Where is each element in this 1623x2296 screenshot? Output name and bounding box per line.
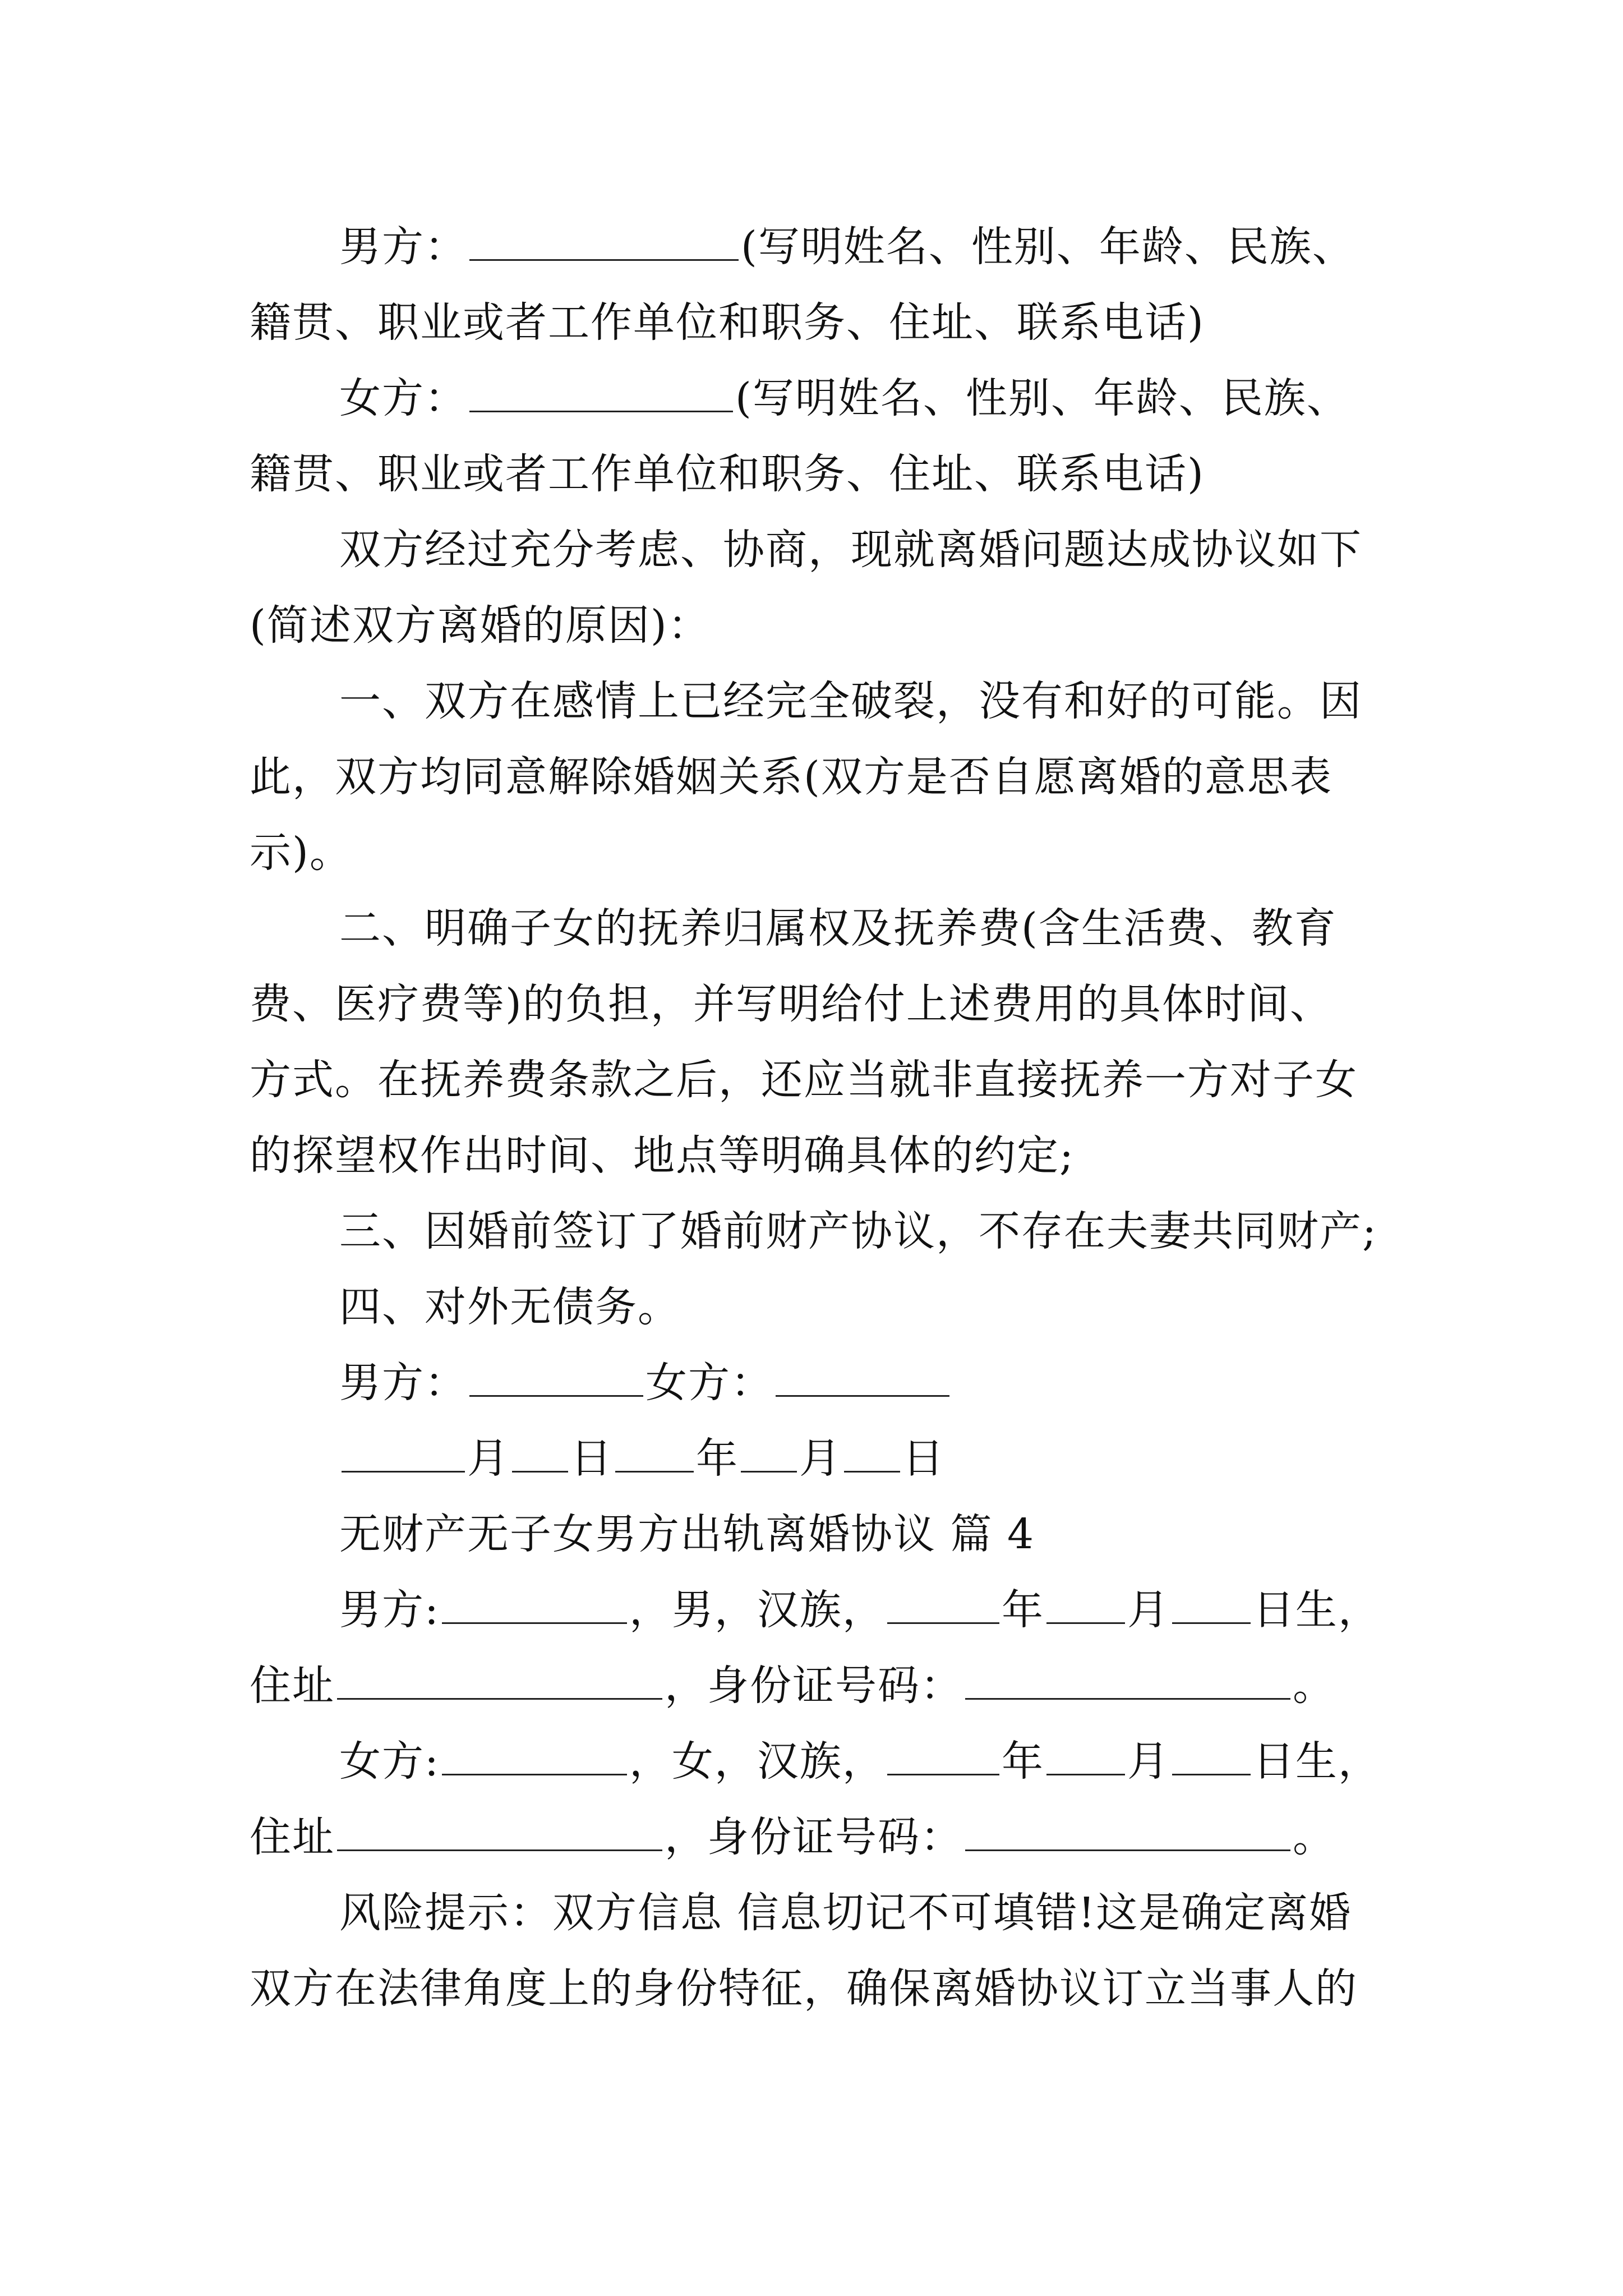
male-detail-line [339,1582,1623,1638]
female-detail-line [339,1733,1623,1789]
m-addr-blank [337,1663,662,1700]
male-address-line [250,1658,1623,1714]
f-label: 女方: [339,1737,440,1786]
male-info-hint-cont: 籍贯、职业或者工作单位和职务、住址、联系电话) [250,298,1205,347]
agreement-intro-cont: (简述双方离婚的原因)： [250,601,711,650]
date-month-label: 月 [467,1434,510,1483]
sign-female-blank [776,1360,949,1397]
m-addr-label: 住址 [250,1662,335,1710]
male-info-line [339,219,1623,275]
female-info-blank [469,376,733,412]
m-month: 月 [1127,1586,1170,1634]
signature-line [339,1355,1623,1411]
date-year-label: 年 [696,1434,739,1483]
m-month-blank [1046,1588,1125,1624]
female-label: 女方： [339,374,467,422]
date-day-label: 日 [570,1434,613,1483]
female-info-hint: (写明姓名、性别、年龄、民族、 [735,374,1349,422]
date-line [339,1430,1623,1487]
f-gender: ，女，汉族， [629,1737,885,1786]
sign-male-blank [469,1360,643,1397]
m-id-blank [965,1663,1290,1700]
f-year: 年 [1001,1737,1044,1786]
m-name-blank [442,1588,627,1624]
clause-4: 四、对外无债务。 [339,1283,680,1331]
male-label: 男方： [339,223,467,271]
sign-male-label: 男方： [339,1359,467,1407]
clause-1: 一、双方在感情上已经完全破裂，没有和好的可能。因 [339,677,1362,725]
sign-female-label: 女方： [645,1359,773,1407]
date-blank-1 [342,1436,465,1473]
clause-2-cont-1: 费、医疗费等)的负担，并写明给付上述费用的具体时间、 [250,980,1332,1028]
clause-3: 三、因婚前签订了婚前财产协议，不存在夫妻共同财产; [339,1207,1377,1255]
male-info-blank [469,224,739,261]
female-address-line [250,1809,1623,1865]
f-day-blank [1172,1739,1251,1775]
clause-2-cont-2: 方式。在抚养费条款之后，还应当就非直接抚养一方对子女 [250,1056,1358,1104]
date-blank-3 [615,1436,694,1473]
m-birth: 日生， [1252,1586,1381,1634]
date-blank-2 [512,1436,568,1473]
f-id-label: ，身份证号码： [665,1813,963,1861]
female-info-line [339,370,1623,426]
date-day2-label: 日 [902,1434,945,1483]
m-year-blank [887,1588,999,1624]
date-blank-5 [844,1436,900,1473]
female-info-hint-cont: 籍贯、职业或者工作单位和职务、住址、联系电话) [250,450,1205,498]
m-day-blank [1172,1588,1251,1624]
f-name-blank [442,1739,627,1775]
f-month: 月 [1127,1737,1170,1786]
f-id-blank [965,1815,1290,1851]
f-month-blank [1046,1739,1125,1775]
clause-1-cont-2: 示)。 [250,829,352,877]
m-gender: ，男，汉族， [629,1586,885,1634]
f-addr-label: 住址 [250,1813,335,1861]
f-end-mark: 。 [1293,1813,1335,1861]
risk-notice: 风险提示：双方信息 信息切记不可填错!这是确定离婚 [339,1889,1352,1937]
risk-notice-cont: 双方在法律角度上的身份特征，确保离婚协议订立当事人的 [250,1964,1358,2013]
agreement-intro: 双方经过充分考虑、协商，现就离婚问题达成协议如下 [339,526,1362,574]
m-end-mark: 。 [1293,1662,1335,1710]
m-id-label: ，身份证号码： [665,1662,963,1710]
m-year: 年 [1001,1586,1044,1634]
clause-2: 二、明确子女的抚养归属权及抚养费(含生活费、教育 [339,904,1337,953]
date-blank-4 [741,1436,797,1473]
clause-1-cont-1: 此，双方均同意解除婚姻关系(双方是否自愿离婚的意思表 [250,753,1332,801]
f-addr-blank [337,1815,662,1851]
clause-2-cont-3: 的探望权作出时间、地点等明确具体的约定; [250,1131,1075,1180]
m-label: 男方: [339,1586,440,1634]
f-birth: 日生， [1252,1737,1381,1786]
male-info-hint: (写明姓名、性别、年龄、民族、 [741,223,1355,271]
section-title: 无财产无子女男方出轨离婚协议 篇 4 [339,1510,1035,1558]
date-month2-label: 月 [799,1434,842,1483]
f-year-blank [887,1739,999,1775]
